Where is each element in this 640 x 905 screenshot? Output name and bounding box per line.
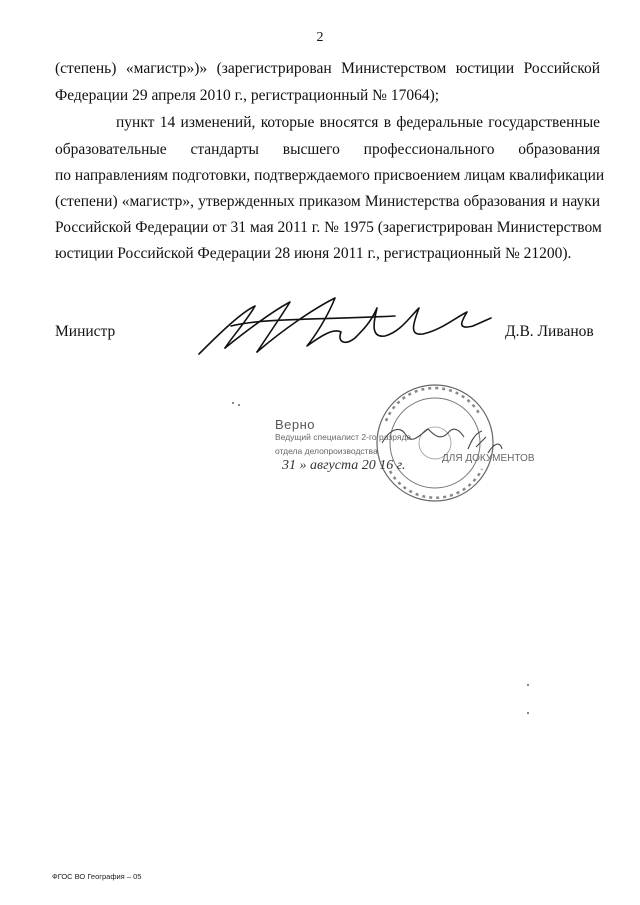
document-footer: ФГОС ВО География – 05 (52, 872, 142, 881)
paragraph-line: Российской Федерации от 31 мая 2011 г. № 1975 (зарегистрирован Министерством (55, 219, 602, 236)
certification-verno: Верно (275, 417, 316, 432)
certification-date: 31 » августа 20 16 г. (282, 458, 406, 473)
paragraph-line: (степень) «магистр»)» (зарегистрирован Министерством юстиции Российской (55, 60, 600, 77)
scan-speck (232, 402, 234, 404)
minister-signature (195, 288, 495, 368)
stamp-text: ДЛЯ ДОКУМЕНТОВ (442, 453, 535, 464)
page-number: 2 (316, 30, 324, 45)
minister-name: Д.В. Ливанов (505, 323, 594, 340)
paragraph-line: юстиции Российской Федерации 28 июня 2011 г., регистрационный № 21200). (55, 245, 572, 262)
paragraph-line: (степени) «магистр», утвержденных приказом Министерства образования и науки (55, 193, 600, 210)
minister-title: Министр (55, 323, 116, 340)
paragraph-line: образовательные стандарты высшего профессионального образования (55, 141, 600, 158)
certifier-department: отдела делопроизводства (275, 446, 378, 456)
scan-speck (527, 684, 529, 686)
scan-speck (527, 712, 529, 714)
scan-speck (238, 404, 240, 406)
paragraph-line: по направлениям подготовки, подтверждаемого присвоением лицам квалификации (55, 167, 605, 184)
certifier-position: Ведущий специалист 2-го разряда (275, 432, 412, 442)
paragraph-line: Федерации 29 апреля 2010 г., регистрационный № 17064); (55, 87, 440, 104)
paragraph-line: пункт 14 изменений, которые вносятся в федеральные государственные (116, 114, 600, 131)
